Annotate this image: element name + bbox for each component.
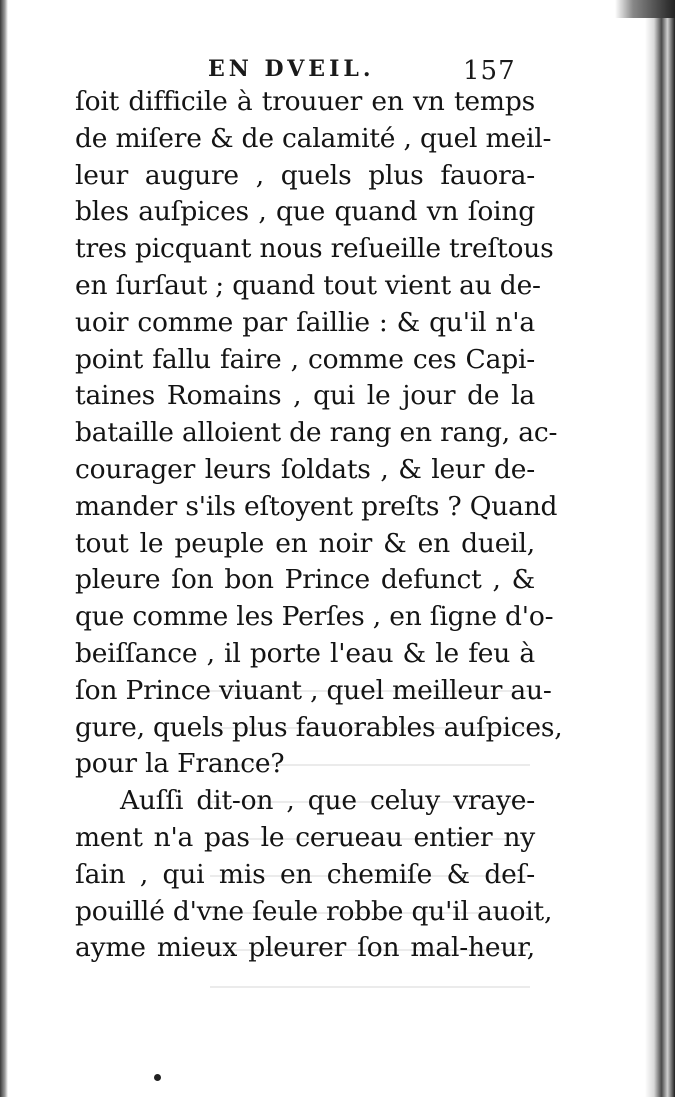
text-line: tout le peuple en noir & en dueil, bbox=[75, 527, 535, 559]
text-line: leur augure , quels plus fauora- bbox=[75, 159, 535, 191]
text-line: gure, quels plus fauorables auſpices, bbox=[75, 711, 563, 743]
text-line: pour la France? bbox=[75, 748, 285, 780]
text-line: bles auſpices , que quand vn ſoing bbox=[75, 196, 535, 228]
text-line: beiſſance , il porte l'eau & le feu à bbox=[75, 637, 535, 669]
text-line: tres picquant nous reſueille treſtous bbox=[75, 233, 554, 265]
text-line: uoir comme par ſaillie : & qu'il n'a bbox=[75, 306, 535, 338]
text-line: de miſere & de calamité , quel meil- bbox=[75, 122, 552, 154]
text-line: pleure ſon bon Prince defunct , & bbox=[75, 564, 535, 596]
text-line: ſain , qui mis en chemiſe & deſ- bbox=[75, 858, 535, 890]
text-line: que comme les Perſes , en ſigne d'o- bbox=[75, 601, 554, 633]
text-line: ment n'a pas le cerueau entier ny bbox=[75, 821, 535, 853]
ink-speck bbox=[154, 1074, 161, 1081]
text-line: Auſſi dit-on , que celuy vraye- bbox=[120, 785, 535, 817]
text-line: point fallu faire , comme ces Capi- bbox=[75, 343, 535, 375]
text-line: ayme mieux pleurer ſon mal-heur, bbox=[75, 932, 535, 964]
text-line: en ſurſaut ; quand tout vient au de- bbox=[75, 269, 541, 301]
page-edge-shadow bbox=[645, 0, 675, 1097]
text-line: pouillé d'vne ſeule robbe qu'il auoit, bbox=[75, 895, 553, 927]
body-text bbox=[75, 84, 563, 967]
text-line: mander s'ils eſtoyent preſts ? Quand bbox=[75, 490, 558, 522]
text-line: ſoit difficile à trouuer en vn temps bbox=[75, 86, 535, 117]
running-title: EN DVEIL. bbox=[208, 56, 375, 82]
text-line: bataille alloient de rang en rang, ac- bbox=[75, 417, 558, 449]
text-line: ſon Prince viuant , quel meilleur au- bbox=[75, 674, 552, 706]
page-number: 157 bbox=[463, 56, 516, 86]
text-line: courager leurs ſoldats , & leur de- bbox=[75, 453, 535, 485]
page-gutter-shadow bbox=[0, 0, 8, 1097]
corner-shadow bbox=[615, 0, 675, 18]
text-line: taines Romains , qui le jour de la bbox=[75, 380, 535, 412]
